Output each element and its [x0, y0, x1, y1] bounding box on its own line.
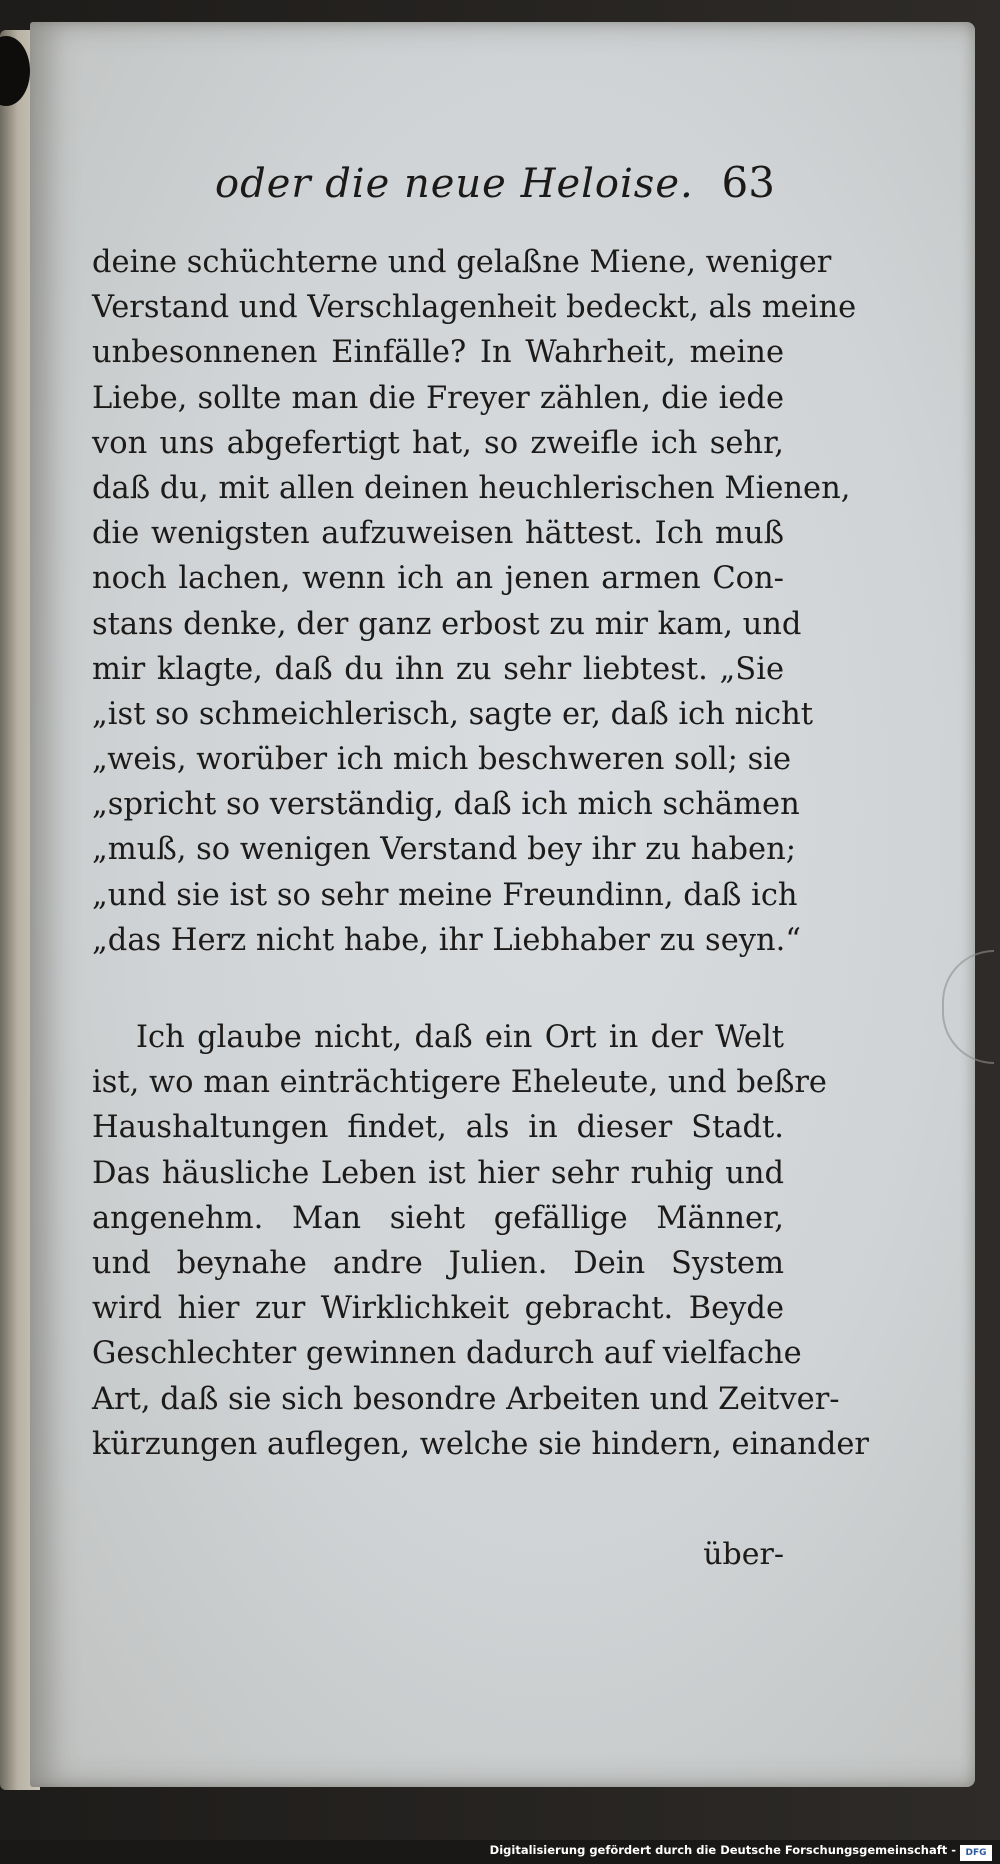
page-corner-shadow: [0, 36, 30, 106]
text-line: die wenigsten aufzuweisen hättest. Ich muß: [92, 516, 784, 552]
text-line: unbesonnenen Einfälle? In Wahrheit, meine: [92, 335, 784, 371]
text-line: von uns abgefertigt hat, so zweifle ich sehr,: [92, 425, 784, 461]
dfg-logo: [960, 1845, 992, 1861]
text-line: Haushaltungen findet, als in dieser Stadt.: [92, 1110, 784, 1146]
text-line: wird hier zur Wirklichkeit gebracht. Beyde: [92, 1291, 784, 1327]
text-line: angenehm. Man sieht gefällige Männer,: [92, 1200, 784, 1236]
digitization-credit: Digitalisierung gefördert durch die Deutsche Forschungsgemeinschaft -: [489, 1843, 956, 1857]
text-line: Liebe, sollte man die Freyer zählen, die iede: [92, 380, 784, 416]
text-line: stans denke, der ganz erbost zu mir kam, und: [92, 606, 802, 642]
paragraph-gap: [92, 963, 784, 1015]
text-line: und beynahe andre Julien. Dein System: [92, 1245, 784, 1281]
page-number: 63: [721, 158, 775, 207]
text-line: Geschlechter gewinnen dadurch auf vielfache: [92, 1336, 802, 1372]
text-line: deine schüchterne und gelaßne Miene, weniger: [92, 245, 832, 280]
text-line: Art, daß sie sich besondre Arbeiten und Zeitver-: [92, 1381, 840, 1417]
catchword: über-: [703, 1537, 784, 1572]
text-line: „und sie ist so sehr meine Freundinn, daß ich: [92, 877, 798, 913]
text-line: kürzungen auflegen, welche sie hindern, einander: [92, 1426, 869, 1462]
text-line: „weis, worüber ich mich beschweren soll; sie: [92, 742, 792, 778]
text-line: „das Herz nicht habe, ihr Liebhaber zu seyn.“: [92, 922, 801, 958]
body-text: [92, 240, 869, 1467]
text-line: Verstand und Verschlagenheit bedeckt, als meine: [92, 290, 857, 326]
text-line: „ist so schmeichlerisch, sagte er, daß ich nicht: [92, 696, 813, 732]
paragraph-1: [92, 240, 857, 963]
running-head-title: oder die neue Heloise.: [215, 161, 694, 207]
text-line: Das häusliche Leben ist hier sehr ruhig und: [92, 1155, 784, 1191]
text-line: daß du, mit allen deinen heuchlerischen Mienen,: [92, 470, 851, 506]
text-line: „spricht so verständig, daß ich mich schämen: [92, 787, 800, 823]
running-head: [215, 158, 775, 218]
text-line: Ich glaube nicht, daß ein Ort in der Welt: [136, 1020, 784, 1055]
paragraph-2: [92, 1015, 869, 1467]
text-line: ist, wo man einträchtigere Eheleute, und beßre: [92, 1065, 827, 1101]
text-line: mir klagte, daß du ihn zu sehr liebtest. „Sie: [92, 651, 784, 687]
text-line: „muß, so wenigen Verstand bey ihr zu haben;: [92, 832, 797, 868]
text-line: noch lachen, wenn ich an jenen armen Con-: [92, 561, 784, 597]
dfg-logo-text: DFG: [965, 1848, 987, 1858]
